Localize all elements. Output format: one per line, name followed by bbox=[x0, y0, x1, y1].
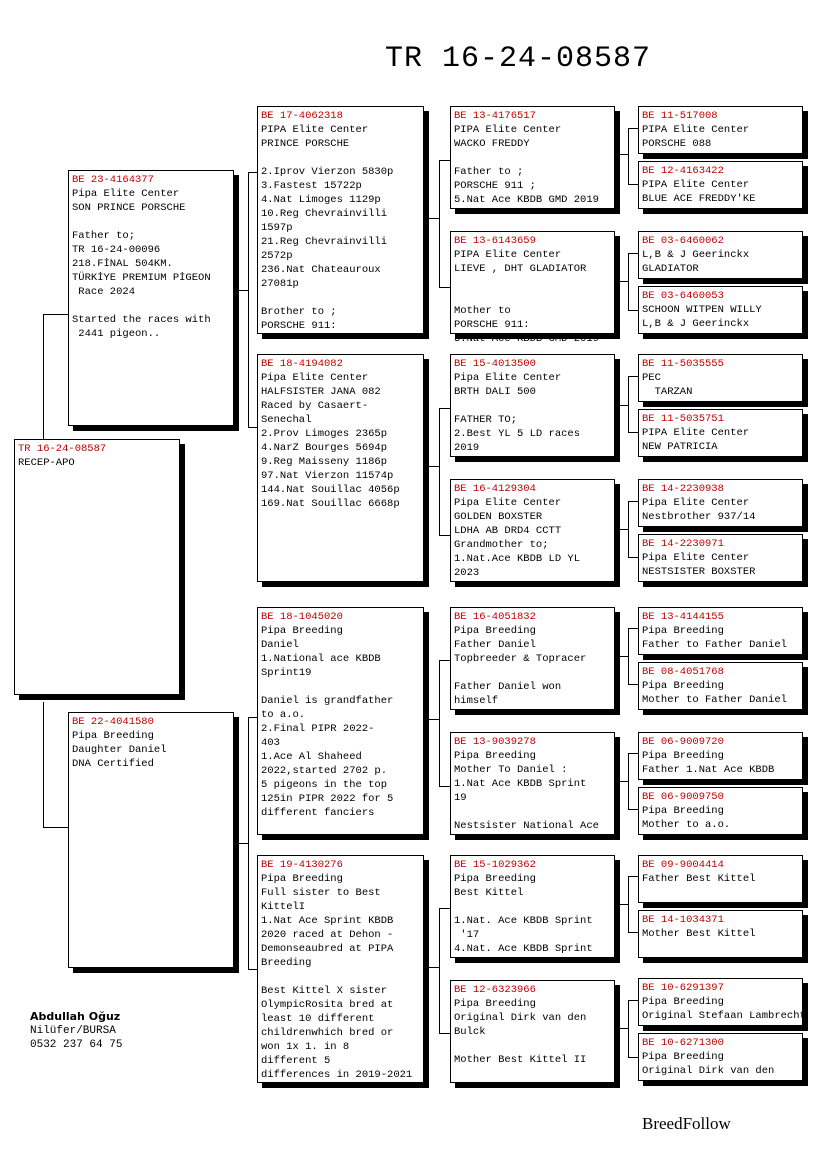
pigeon-info-line: Best Kittel X sister bbox=[261, 985, 388, 997]
pigeon-info-line: childrenwhich bred or bbox=[261, 1027, 394, 1039]
pigeon-info-line: Pipa Breeding bbox=[642, 1051, 724, 1063]
connector bbox=[615, 904, 628, 905]
ring-number: BE 08-4051768 bbox=[642, 666, 724, 678]
pigeon-info-line: Started the races with bbox=[72, 314, 211, 326]
pigeon-info-line: 2019 bbox=[454, 442, 480, 454]
pigeon-info-line: LIEVE , DHT GLADIATOR bbox=[454, 263, 587, 275]
pigeon-info-line: DNA Certified bbox=[72, 758, 154, 770]
pigeon-info-line: L,B & J Geerinckx bbox=[642, 318, 750, 330]
pigeon-card-gg-11[interactable] bbox=[638, 732, 803, 780]
connector bbox=[628, 628, 629, 684]
pigeon-info-line: PIPA Elite Center bbox=[642, 124, 750, 136]
pigeon-card-sire-dam-sire[interactable] bbox=[450, 354, 615, 457]
pigeon-info-line bbox=[454, 276, 611, 290]
pigeon-card-dam-dam-sire[interactable] bbox=[450, 855, 615, 958]
connector bbox=[615, 781, 628, 782]
pigeon-info-line: 2020 raced at Dehon - bbox=[261, 929, 394, 941]
pigeon-card-gg-9[interactable] bbox=[638, 607, 803, 655]
pigeon-info-line: 27081p bbox=[261, 278, 299, 290]
pigeon-info-line: Father to Father Daniel bbox=[642, 639, 787, 651]
pigeon-card-dam[interactable] bbox=[68, 712, 234, 968]
pigeon-info-line: Father to; bbox=[72, 230, 136, 242]
pigeon-info-line bbox=[454, 805, 611, 819]
connector bbox=[439, 908, 440, 1033]
ring-number: BE 03-6460053 bbox=[642, 290, 724, 302]
pigeon-info-line: PIPA Elite Center bbox=[642, 179, 750, 191]
pigeon-info-line: Pipa Breeding bbox=[261, 873, 343, 885]
connector bbox=[628, 1000, 629, 1057]
pigeon-info-line: Pipa Breeding bbox=[642, 750, 724, 762]
pigeon-card-gg-3[interactable] bbox=[638, 231, 803, 279]
ring-number: BE 13-4176517 bbox=[454, 110, 536, 122]
pigeon-info-line: 218.FİNAL 504KM. bbox=[72, 258, 173, 270]
ring-number: BE 10-6291397 bbox=[642, 982, 724, 994]
connector bbox=[234, 290, 248, 291]
pigeon-info-line: Race 2024 bbox=[72, 286, 136, 298]
ring-number: BE 11-5035555 bbox=[642, 358, 724, 370]
pigeon-info-line: 144.Nat Souillac 4056p bbox=[261, 484, 400, 496]
connector bbox=[615, 529, 628, 530]
connector bbox=[424, 218, 439, 219]
pigeon-info-line: 97.Nat Vierzon 11574p bbox=[261, 470, 394, 482]
pigeon-info-line: Raced by Casaert- bbox=[261, 400, 369, 412]
pigeon-info-line: 5 pigeons in the top bbox=[261, 779, 388, 791]
pigeon-card-gg-14[interactable] bbox=[638, 910, 803, 958]
ring-number: BE 15-1029362 bbox=[454, 859, 536, 871]
pigeon-card-dam-sire-dam[interactable] bbox=[450, 732, 615, 835]
pigeon-info-line: KittelI bbox=[261, 901, 306, 913]
connector bbox=[424, 466, 439, 467]
pigeon-info-line: BLUE ACE FREDDY'KE bbox=[642, 193, 756, 205]
pigeon-info-line: 125in PIPR 2022 for 5 bbox=[261, 793, 394, 805]
pigeon-info-line: Breeding bbox=[261, 957, 312, 969]
pigeon-info-line: Grandmother to; bbox=[454, 539, 549, 551]
pigeon-info-line: Daniel bbox=[261, 639, 299, 651]
pigeon-card-sire-sire-sire[interactable] bbox=[450, 106, 615, 209]
pigeon-info-line: TÜRKİYE PREMIUM PİGEON bbox=[72, 272, 211, 284]
pigeon-info-line: 4.Nat Limoges 1129p bbox=[261, 194, 381, 206]
ring-number: BE 14-1034371 bbox=[642, 914, 724, 926]
pigeon-info-line bbox=[454, 900, 611, 914]
connector bbox=[615, 405, 628, 406]
connector bbox=[628, 753, 629, 809]
pigeon-info-line: himself bbox=[454, 695, 499, 707]
pigeon-info-line: GOLDEN BOXSTER bbox=[454, 511, 543, 523]
pigeon-info-line: PIPA Elite Center bbox=[261, 124, 369, 136]
pigeon-info-line: won 1x 1. in 8 bbox=[261, 1041, 350, 1053]
pigeon-info-line: 169.Nat Souillac 6668p bbox=[261, 498, 400, 510]
owner-city: Nilüfer/BURSA bbox=[30, 1025, 116, 1037]
pigeon-info-line: OlympicRosita bred at bbox=[261, 999, 394, 1011]
pigeon-info-line: RECEP-APO bbox=[18, 457, 75, 469]
ring-number: BE 11-517008 bbox=[642, 110, 718, 122]
pigeon-info-line: Pipa Elite Center bbox=[261, 372, 369, 384]
pigeon-card-gg-8[interactable] bbox=[638, 534, 803, 582]
pigeon-info-line: 2.Prov Limoges 2365p bbox=[261, 428, 388, 440]
pigeon-info-line: Pipa Elite Center bbox=[642, 497, 750, 509]
pigeon-info-line: Mother to bbox=[454, 305, 511, 317]
pigeon-info-line: Demonseaubred at PIPA bbox=[261, 943, 394, 955]
ring-number: BE 12-6323966 bbox=[454, 984, 536, 996]
pigeon-info-line: TARZAN bbox=[642, 386, 693, 398]
pigeon-info-line bbox=[454, 290, 611, 304]
pigeon-info-line: Pipa Elite Center bbox=[642, 552, 750, 564]
connector bbox=[615, 1028, 628, 1029]
pigeon-info-line: 4.Nat. Ace KBDB Sprint bbox=[454, 943, 593, 955]
pigeon-info-line: BRTH DALI 500 bbox=[454, 386, 536, 398]
pigeon-info-line: Mother Best Kittel II bbox=[454, 1054, 587, 1066]
pigeon-card-subject[interactable] bbox=[14, 439, 180, 695]
pigeon-card-dam-dam[interactable] bbox=[257, 855, 424, 1083]
pigeon-info-line: Pipa Breeding bbox=[642, 805, 724, 817]
pigeon-info-line: different 5 bbox=[261, 1055, 331, 1067]
ring-number: BE 06-9009750 bbox=[642, 791, 724, 803]
pigeon-info-line: 5.Nat Ace KBDB GMD 2019 bbox=[454, 194, 599, 206]
pigeon-info-line: Topbreeder & Topracer bbox=[454, 653, 587, 665]
pigeon-info-line: Full sister to Best bbox=[261, 887, 381, 899]
pigeon-info-line bbox=[454, 399, 611, 413]
pigeon-card-gg-5[interactable] bbox=[638, 354, 803, 402]
connector bbox=[615, 281, 628, 282]
pigeon-info-line: Father Daniel won bbox=[454, 681, 562, 693]
pigeon-info-line: Nestsister National Ace bbox=[454, 820, 599, 832]
pigeon-info-line: 1.Ace Al Shaheed bbox=[261, 751, 362, 763]
pigeon-card-sire-sire[interactable] bbox=[257, 106, 424, 334]
pigeon-info-line bbox=[261, 151, 420, 165]
pigeon-info-line bbox=[72, 299, 230, 313]
connector bbox=[628, 128, 629, 184]
pigeon-info-line bbox=[261, 291, 420, 305]
connector bbox=[43, 314, 69, 315]
pigeon-info-line: 2441 pigeon.. bbox=[72, 328, 161, 340]
pigeon-info-line: Mother to a.o. bbox=[642, 819, 731, 831]
owner-phone: 0532 237 64 75 bbox=[30, 1039, 123, 1051]
pigeon-info-line: PORSCHE 911 ; bbox=[454, 180, 536, 192]
ring-number: BE 16-4051832 bbox=[454, 611, 536, 623]
connector bbox=[248, 172, 249, 427]
pigeon-info-line: Father Best Kittel bbox=[642, 873, 756, 885]
pigeon-info-line: Original Dirk van den bbox=[454, 1012, 587, 1024]
connector bbox=[43, 314, 44, 440]
pigeon-info-line: WACKO FREDDY bbox=[454, 138, 530, 150]
ring-number: TR 16-24-08587 bbox=[18, 443, 107, 455]
brand-logo: BreedFollow bbox=[642, 1114, 731, 1133]
pigeon-info-line bbox=[454, 1039, 611, 1053]
pigeon-info-line: PIPA Elite Center bbox=[454, 124, 562, 136]
pigeon-info-line: Brother to ; bbox=[261, 306, 337, 318]
pigeon-info-line: Pipa Breeding bbox=[261, 625, 343, 637]
pigeon-card-gg-10[interactable] bbox=[638, 662, 803, 710]
pigeon-info-line bbox=[261, 680, 420, 694]
pigeon-card-sire[interactable] bbox=[68, 170, 234, 426]
ring-number: BE 03-6460062 bbox=[642, 235, 724, 247]
pigeon-info-line: Pipa Elite Center bbox=[72, 188, 180, 200]
pigeon-info-line: 21.Reg Chevrainvilli bbox=[261, 236, 388, 248]
pigeon-info-line: L,B & J Geerinckx bbox=[642, 249, 750, 261]
pigeon-info-line: to a.o. bbox=[261, 709, 306, 721]
pigeon-card-gg-2[interactable] bbox=[638, 161, 803, 209]
connector bbox=[43, 827, 69, 828]
pigeon-card-gg-7[interactable] bbox=[638, 479, 803, 527]
pigeon-info-line: Original Dirk van den bbox=[642, 1065, 775, 1077]
ring-number: BE 06-9009720 bbox=[642, 736, 724, 748]
connector bbox=[424, 967, 439, 968]
pigeon-info-line: 1.Nat. Ace KBDB Sprint bbox=[454, 915, 593, 927]
owner-name: Abdullah Oğuz bbox=[30, 1010, 121, 1023]
connector bbox=[439, 660, 440, 786]
ring-number: BE 18-1045020 bbox=[261, 611, 343, 623]
pigeon-info-line: 2.Iprov Vierzon 5830p bbox=[261, 166, 394, 178]
pigeon-info-line: 3.Fastest 15722p bbox=[261, 180, 362, 192]
pigeon-info-line: PIPA Elite Center bbox=[642, 427, 750, 439]
pigeon-info-line: Mother to Father Daniel bbox=[642, 694, 787, 706]
pigeon-info-line: HALFSISTER JANA 082 bbox=[261, 386, 381, 398]
pigeon-info-line: Original Stefaan Lambrecht bbox=[642, 1010, 806, 1022]
pigeon-info-line: FATHER TO; bbox=[454, 414, 518, 426]
connector bbox=[628, 376, 629, 432]
connector bbox=[628, 501, 629, 557]
pigeon-info-line: Pipa Elite Center bbox=[454, 372, 562, 384]
pigeon-info-line: 1.Nat Ace Sprint KBDB bbox=[261, 915, 394, 927]
pigeon-info-line: Father to ; bbox=[454, 166, 524, 178]
pigeon-info-line: PORSCHE 911: bbox=[454, 319, 530, 331]
connector bbox=[234, 843, 248, 844]
pigeon-info-line: 1.Nat Ace KBDB Sprint bbox=[454, 778, 587, 790]
pigeon-info-line: Senechal bbox=[261, 414, 312, 426]
pigeon-card-gg-15[interactable] bbox=[638, 978, 806, 1026]
pigeon-info-line: PIPA Elite Center bbox=[454, 249, 562, 261]
pigeon-info-line: 4.NarZ Bourges 5694p bbox=[261, 442, 388, 454]
pigeon-info-line: TR 16-24-00096 bbox=[72, 244, 161, 256]
ring-number: BE 18-4194082 bbox=[261, 358, 343, 370]
ring-number: BE 11-5035751 bbox=[642, 413, 724, 425]
ring-number: BE 14-2230971 bbox=[642, 538, 724, 550]
pigeon-info-line: Pipa Breeding bbox=[454, 625, 536, 637]
pigeon-info-line: 2023 bbox=[454, 567, 480, 579]
ring-number: BE 09-9004414 bbox=[642, 859, 724, 871]
pigeon-info-line: Pipa Breeding bbox=[454, 873, 536, 885]
connector bbox=[439, 160, 440, 287]
pigeon-info-line: 1597p bbox=[261, 222, 293, 234]
pigeon-info-line: SON PRINCE PORSCHE bbox=[72, 202, 186, 214]
pigeon-info-line: differences in 2019-2021 bbox=[261, 1069, 413, 1081]
pigeon-info-line: 1.National ace KBDB bbox=[261, 653, 381, 665]
pigeon-info-line: PORSCHE 911: bbox=[261, 320, 337, 332]
pigeon-info-line: Bulck bbox=[454, 1026, 486, 1038]
connector bbox=[628, 253, 629, 310]
pigeon-card-sire-sire-dam[interactable] bbox=[450, 231, 615, 345]
pigeon-info-line: Daughter Daniel bbox=[72, 744, 167, 756]
pigeon-info-line: 2.Final PIPR 2022- bbox=[261, 723, 375, 735]
ring-number: BE 13-4144155 bbox=[642, 611, 724, 623]
pigeon-info-line: Father Daniel bbox=[454, 639, 536, 651]
ring-number: BE 13-9039278 bbox=[454, 736, 536, 748]
pigeon-info-line: least 10 different bbox=[261, 1013, 375, 1025]
pigeon-card-gg-12[interactable] bbox=[638, 787, 803, 835]
pigeon-info-line: Nestbrother 937/14 bbox=[642, 511, 756, 523]
pigeon-card-gg-1[interactable] bbox=[638, 106, 803, 154]
connector bbox=[43, 702, 44, 827]
pigeon-info-line: Sprint19 bbox=[261, 667, 312, 679]
ring-number: BE 23-4164377 bbox=[72, 174, 154, 186]
pigeon-info-line: PORSCHE 088 bbox=[642, 138, 712, 150]
pigeon-card-gg-16[interactable] bbox=[638, 1033, 803, 1081]
pigeon-info-line: Mother Best Kittel bbox=[642, 928, 756, 940]
pigeon-info-line: SCHOON WITPEN WILLY bbox=[642, 304, 762, 316]
pigeon-info-line: 1.Nat.Ace KBDB LD YL bbox=[454, 553, 581, 565]
ring-number: BE 22-4041580 bbox=[72, 716, 154, 728]
pigeon-info-line: NEW PATRICIA bbox=[642, 441, 718, 453]
pigeon-card-dam-sire[interactable] bbox=[257, 607, 424, 835]
ring-number: BE 17-4062318 bbox=[261, 110, 343, 122]
pigeon-info-line: LDHA AB DRD4 CCTT bbox=[454, 525, 562, 537]
pigeon-info-line: Mother To Daniel : bbox=[454, 764, 568, 776]
connector bbox=[628, 876, 629, 932]
pigeon-info-line: Daniel is grandfather bbox=[261, 695, 394, 707]
pigeon-info-line: 9.Reg Maisseny 1186p bbox=[261, 456, 388, 468]
pigeon-info-line: 2572p bbox=[261, 250, 293, 262]
pigeon-info-line: '17 bbox=[454, 929, 480, 941]
pigeon-info-line bbox=[454, 151, 611, 165]
pigeon-card-gg-13[interactable] bbox=[638, 855, 803, 903]
owner-info bbox=[30, 1010, 122, 1052]
pigeon-info-line: 236.Nat Chateauroux bbox=[261, 264, 381, 276]
pigeon-info-line: 5.Nat Ace KBDB GMD 2019 bbox=[454, 333, 599, 345]
ring-number: BE 14-2230938 bbox=[642, 483, 724, 495]
pigeon-info-line: Pipa Breeding bbox=[454, 750, 536, 762]
pigeon-info-line: Father 1.Nat Ace KBDB bbox=[642, 764, 775, 776]
pigeon-card-gg-4[interactable] bbox=[638, 286, 803, 334]
pigeon-info-line bbox=[261, 970, 420, 984]
connector bbox=[615, 656, 628, 657]
pigeon-info-line: Best Kittel bbox=[454, 887, 524, 899]
connector bbox=[424, 719, 439, 720]
pedigree-title: TR 16-24-08587 bbox=[385, 42, 652, 76]
pigeon-info-line bbox=[454, 666, 611, 680]
pigeon-info-line bbox=[72, 215, 230, 229]
ring-number: BE 19-4130276 bbox=[261, 859, 343, 871]
connector bbox=[248, 717, 249, 969]
pigeon-card-sire-dam-dam[interactable] bbox=[450, 479, 615, 582]
pigeon-info-line: NESTSISTER BOXSTER bbox=[642, 566, 756, 578]
pigeon-info-line: 2.Best YL 5 LD races bbox=[454, 428, 581, 440]
pigeon-info-line: PRINCE PORSCHE bbox=[261, 138, 350, 150]
pigeon-info-line: Pipa Breeding bbox=[72, 730, 154, 742]
pigeon-info-line: 403 bbox=[261, 737, 280, 749]
pigeon-info-line: Pipa Breeding bbox=[642, 680, 724, 692]
pigeon-card-dam-dam-dam[interactable] bbox=[450, 980, 615, 1083]
pigeon-info-line: Pipa Elite Center bbox=[454, 497, 562, 509]
pigeon-card-gg-6[interactable] bbox=[638, 409, 803, 457]
pigeon-info-line: Pipa Breeding bbox=[642, 996, 724, 1008]
pigeon-info-line: 2022,started 2702 p. bbox=[261, 765, 388, 777]
pigeon-card-sire-dam[interactable] bbox=[257, 354, 424, 582]
ring-number: BE 15-4013500 bbox=[454, 358, 536, 370]
pigeon-info-line: Pipa Breeding bbox=[642, 625, 724, 637]
pigeon-info-line: Pipa Breeding bbox=[454, 998, 536, 1010]
pigeon-info-line: 19 bbox=[454, 792, 467, 804]
ring-number: BE 16-4129304 bbox=[454, 483, 536, 495]
pigeon-card-dam-sire-sire[interactable] bbox=[450, 607, 615, 710]
pigeon-info-line: different fanciers bbox=[261, 807, 375, 819]
ring-number: BE 13-6143659 bbox=[454, 235, 536, 247]
connector bbox=[615, 154, 628, 155]
pigeon-info-line: GLADIATOR bbox=[642, 263, 699, 275]
pigeon-info-line: PEC bbox=[642, 372, 661, 384]
connector bbox=[439, 408, 440, 535]
ring-number: BE 12-4163422 bbox=[642, 165, 724, 177]
ring-number: BE 10-6271300 bbox=[642, 1037, 724, 1049]
pigeon-info-line: 10.Reg Chevrainvilli bbox=[261, 208, 388, 220]
